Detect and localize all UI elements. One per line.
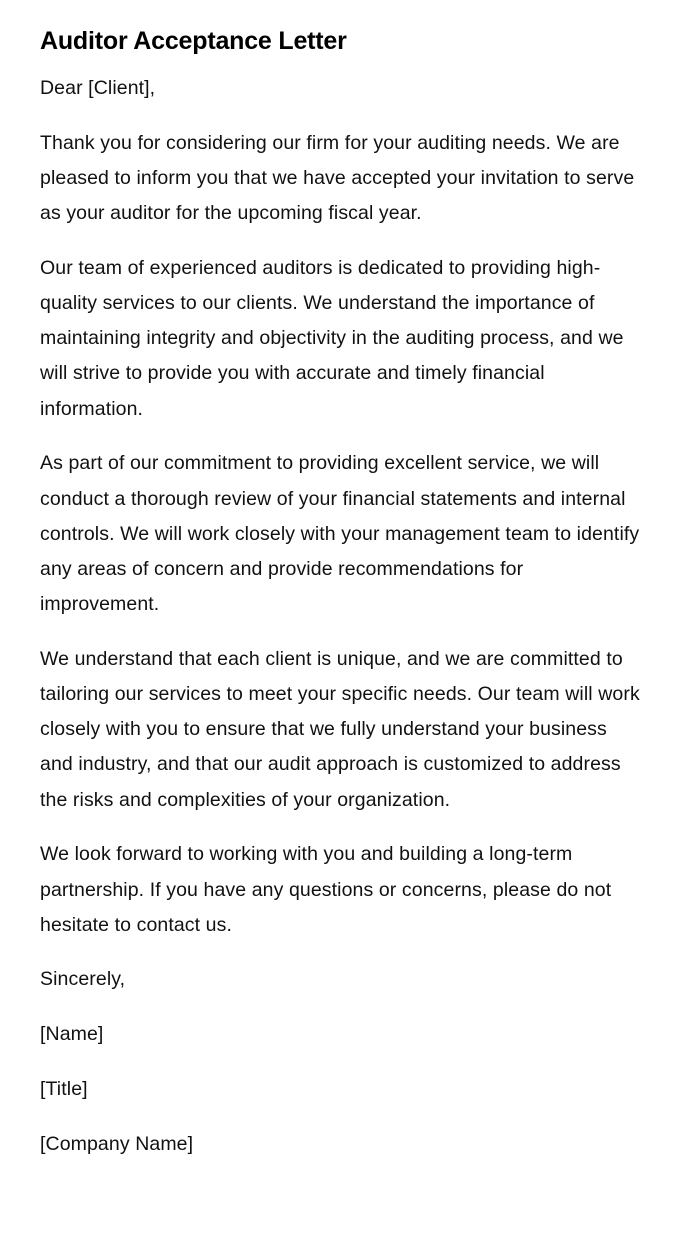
body-paragraph-1: Thank you for considering our firm for your auditing needs. We are pleased to inform you that we have accepted your invitation to serve as your auditor for the upcoming fiscal year.: [40, 131, 635, 225]
closing: Sincerely,: [40, 968, 126, 991]
body-paragraph-4: We understand that each client is unique, and we are committed to tailoring our services to meet your specific needs. Our team will work closely with you to ensure that we fully understand your business and industry, and that our audit approach is customized to address the risks and complexities of your organization.: [40, 647, 640, 811]
greeting: Dear [Client],: [40, 77, 156, 99]
signature-company: [Company Name]: [40, 1132, 194, 1155]
body-paragraph-3: As part of our commitment to providing excellent service, we will conduct a thorough review of your financial statements and internal controls. We will work closely with your management team to identify any areas of concern and provide recommendations for improvement.: [40, 452, 640, 616]
body-paragraph-5: We look forward to working with you and building a long-term partnership. If you have any questions or concerns, please do not hesitate to contact us.: [40, 843, 612, 936]
letter-document: [40, 22, 640, 1162]
letter-title: Auditor Acceptance Letter: [40, 27, 347, 55]
body-paragraph-2: Our team of experienced auditors is dedicated to providing high-quality services to our clients. We understand the importance of maintaining integrity and objectivity in the auditing process, and we will strive to provide you with accurate and timely financial information.: [40, 256, 624, 420]
signature-title: [Title]: [40, 1077, 88, 1100]
signature-name: [Name]: [40, 1023, 104, 1046]
